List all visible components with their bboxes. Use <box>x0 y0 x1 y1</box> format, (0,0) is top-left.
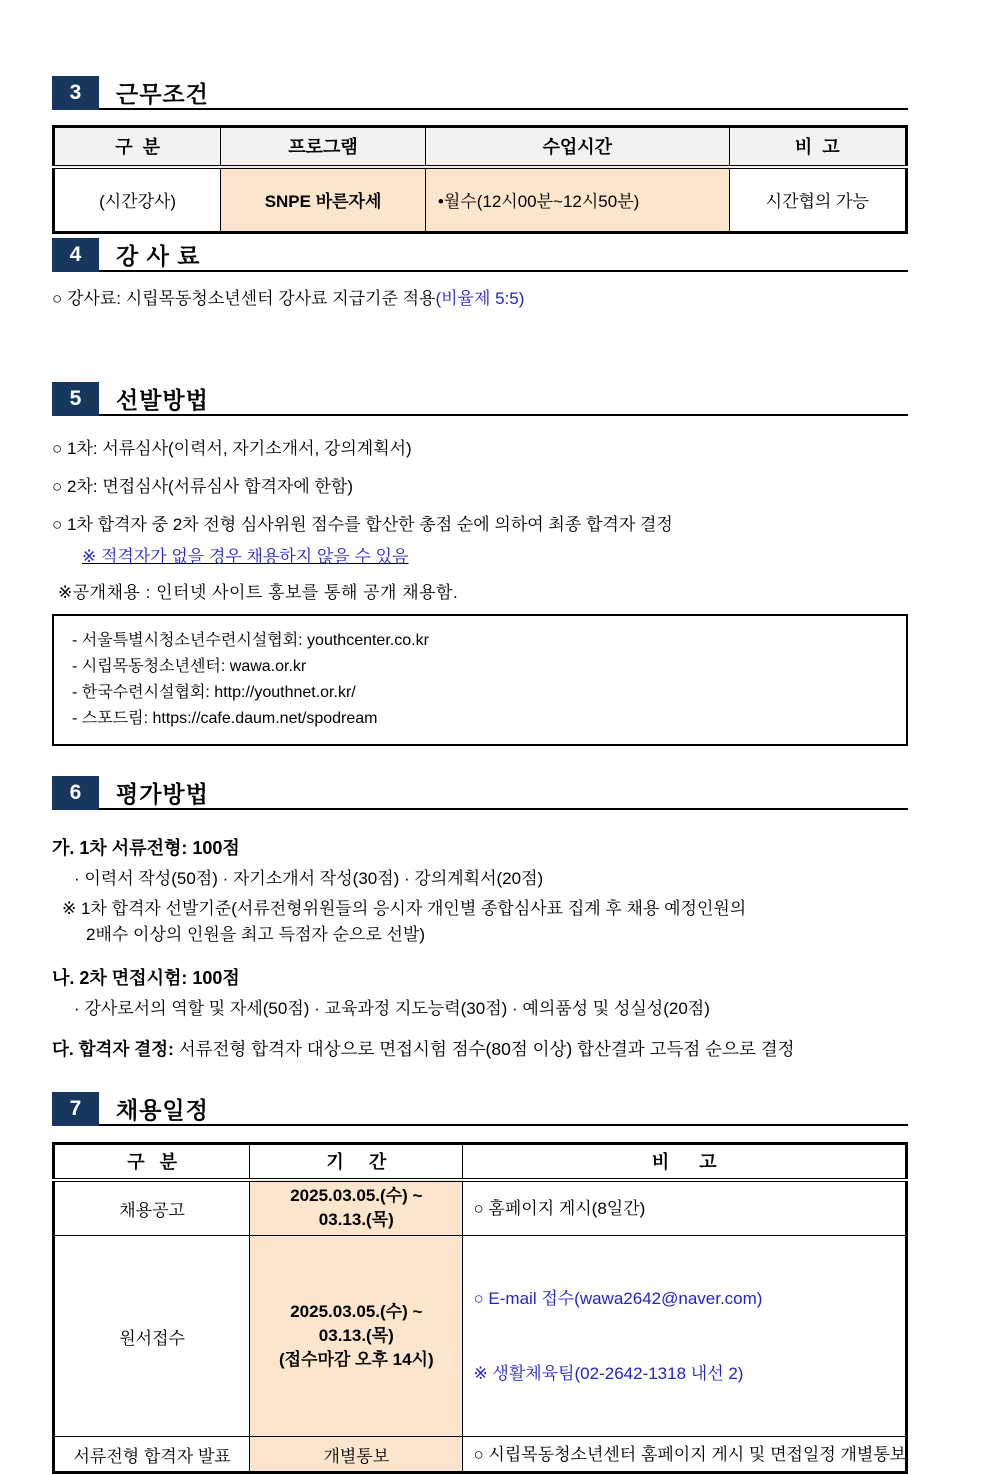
evaluation-b-heading: 나. 2차 면접시험: 100점 <box>52 968 240 988</box>
cell-category: (시간강사) <box>54 167 221 233</box>
evaluation-c-label: 다. 합격자 결정: <box>52 1039 174 1059</box>
selection-note-text: ※ 적격자가 없을 경우 채용하지 않을 수 있음 <box>82 547 409 566</box>
cell-remark: ○ 홈페이지 게시(8일간) <box>463 1180 907 1236</box>
cell-period <box>250 1236 463 1437</box>
cell-remark: 시간협의 가능 <box>729 167 906 233</box>
table-header-row <box>54 1144 907 1180</box>
recruitment-sites-box <box>52 614 908 746</box>
section-header-schedule <box>52 1092 908 1126</box>
table-row-announcement <box>54 1180 907 1236</box>
section-number-badge: 3 <box>52 76 99 110</box>
section-title-rule <box>99 776 908 810</box>
cell-category: 원서접수 <box>54 1236 250 1437</box>
section-number-badge: 4 <box>52 238 99 272</box>
column-header-category: 구 분 <box>54 1144 250 1180</box>
evaluation-a-heading: 가. 1차 서류전형: 100점 <box>52 838 240 858</box>
period-line: 03.13.(목) <box>318 1326 394 1345</box>
section-number-badge: 5 <box>52 382 99 416</box>
cell-class-time: •월수(12시00분~12시50분) <box>425 167 729 233</box>
evaluation-a-note-line1: ※ 1차 합격자 선발기준(서류전형위원들의 응시자 개인별 종합심사표 집계 후 채용 예정인원의 <box>62 899 747 918</box>
cell-period: 개별통보 <box>250 1437 463 1473</box>
email-submission-line: ○ E-mail 접수(wawa2642@naver.com) <box>473 1289 763 1308</box>
column-header-period: 기 간 <box>250 1144 463 1180</box>
site-item: - 시립목동청소년센터: wawa.or.kr <box>72 658 307 675</box>
contact-phone-line: ※ 생활체육팀(02-2642-1318 내선 2) <box>473 1364 744 1383</box>
period-line: 2025.03.05.(수) ~ <box>290 1186 423 1206</box>
column-header-category: 구 분 <box>54 127 221 167</box>
section-number-badge: 6 <box>52 776 99 810</box>
working-conditions-table <box>52 125 908 234</box>
site-item: - 한국수련시설협회: http://youthnet.or.kr/ <box>72 684 356 701</box>
section-title-rule <box>99 382 908 416</box>
evaluation-a-item: · 이력서 작성(50점) · 자기소개서 작성(30점) · 강의계획서(20점) <box>74 869 544 888</box>
site-item: - 서울특별시청소년수련시설협회: youthcenter.co.kr <box>72 632 429 649</box>
table-row-result-announcement <box>54 1437 907 1473</box>
section-header-selection-method <box>52 382 908 416</box>
open-recruitment-note: ※공개채용 : 인터넷 사이트 홍보를 통해 공개 채용함. <box>58 583 459 602</box>
section-title: 근무조건 <box>116 80 209 107</box>
evaluation-c-text: 서류전형 합격자 대상으로 면접시험 점수(80점 이상) 합산결과 고득점 순으로 결정 <box>173 1039 795 1059</box>
fee-line <box>52 286 908 312</box>
table-row <box>54 167 907 233</box>
table-row-application <box>54 1236 907 1437</box>
cell-remark <box>463 1236 907 1437</box>
cell-program: SNPE 바른자세 <box>221 167 426 233</box>
fee-ratio-link: (비율제 5:5) <box>435 289 525 308</box>
evaluation-b-item: · 강사로서의 역할 및 자세(50점) · 교육과정 지도능력(30점) · 예의품성 및 성실성(20점) <box>74 999 710 1018</box>
table-header-row <box>54 127 907 167</box>
section-number-badge: 7 <box>52 1092 99 1126</box>
evaluation-c-line <box>52 1036 908 1062</box>
period-line: 03.13.(목) <box>318 1210 394 1230</box>
column-header-class-time: 수업시간 <box>425 127 729 167</box>
section-title: 평가방법 <box>116 780 209 807</box>
cell-remark: ○ 시립목동청소년센터 홈페이지 게시 및 면접일정 개별통보 <box>463 1437 907 1473</box>
section-title-rule <box>99 1092 908 1126</box>
section-title: 선발방법 <box>116 386 209 413</box>
selection-bullet-2: ○ 2차: 면접심사(서류심사 합격자에 한함) <box>52 477 353 496</box>
column-header-remark: 비 고 <box>463 1144 907 1180</box>
cell-category: 서류전형 합격자 발표 <box>54 1437 250 1473</box>
section-title: 강 사 료 <box>116 242 201 269</box>
column-header-remark: 비 고 <box>729 127 906 167</box>
period-line: (접수마감 오후 14시) <box>278 1350 434 1369</box>
section-header-instructor-fee <box>52 238 908 272</box>
selection-note <box>82 544 908 570</box>
selection-bullet-3: ○ 1차 합격자 중 2차 전형 심사위원 점수를 합산한 총점 순에 의하여 최종 합격자 결정 <box>52 515 673 534</box>
evaluation-a-note-line2: 2배수 이상의 인원을 최고 득점자 순으로 선발) <box>86 925 426 944</box>
cell-period <box>250 1180 463 1236</box>
cell-category: 채용공고 <box>54 1180 250 1236</box>
site-item: - 스포드림: https://cafe.daum.net/spodream <box>72 710 378 727</box>
schedule-table <box>52 1142 908 1474</box>
section-header-working-conditions <box>52 76 908 110</box>
selection-bullet-1: ○ 1차: 서류심사(이력서, 자기소개서, 강의계획서) <box>52 439 412 458</box>
section-title-rule <box>99 238 908 272</box>
period-line: 2025.03.05.(수) ~ <box>290 1302 423 1321</box>
section-header-evaluation-method <box>52 776 908 810</box>
section-title: 채용일정 <box>116 1096 209 1123</box>
column-header-program: 프로그램 <box>221 127 426 167</box>
fee-text: ○ 강사료: 시립목동청소년센터 강사료 지급기준 적용 <box>52 289 436 308</box>
section-title-rule <box>99 76 908 110</box>
